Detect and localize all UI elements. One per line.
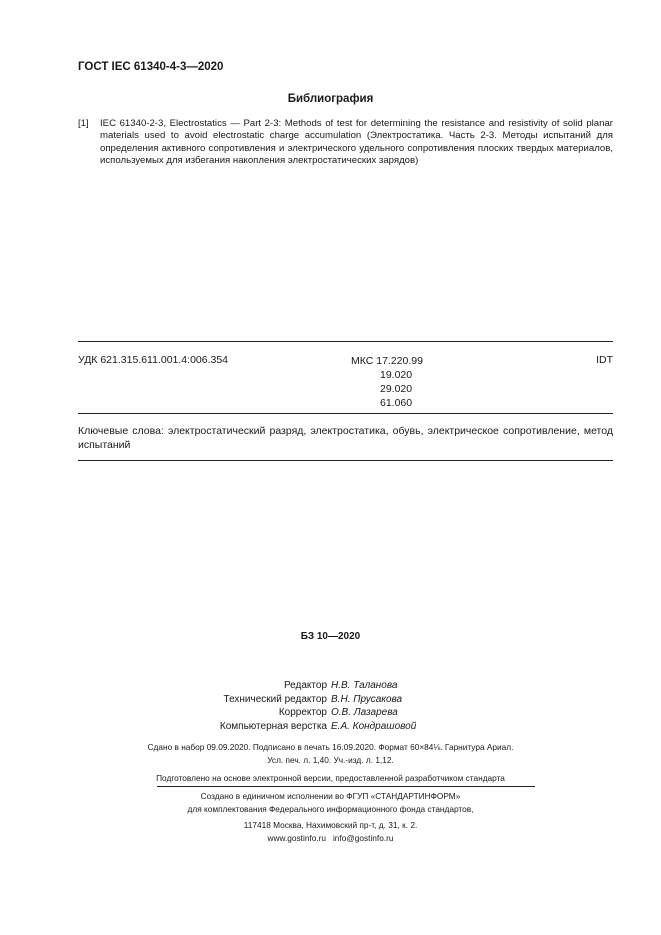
bibliography-title: Библиография [287, 93, 374, 105]
credit-role: Корректор [278, 707, 327, 719]
credit-role: Технический редактор [223, 693, 327, 705]
bibliography-entry-number: [1] [78, 118, 89, 129]
footer-line: для комплектования Федерального информационного фонда стандартов, [187, 803, 474, 814]
standard-designation: ГОСТ IEC 61340-4-3—2020 [78, 61, 224, 73]
keywords: Ключевые слова: электростатический разряд, электростатика, обувь, электрическое сопротивление, метод испытаний [78, 425, 613, 451]
publisher-footer [0, 790, 661, 844]
divider-middle [78, 413, 613, 414]
footer-address: 117418 Москва, Нахимовский пр-т, д. 31, к. 2. [243, 820, 418, 831]
credit-row [0, 706, 661, 720]
credit-name: О.В. Лазарева [331, 707, 398, 719]
bz-number: БЗ 10—2020 [300, 631, 361, 642]
credit-row [0, 679, 661, 693]
print-info-line: Сдано в набор 09.09.2020. Подписано в печать 16.09.2020. Формат 60×84⅛. Гарнитура Ариал. [147, 742, 514, 752]
mks-label: МКС 17.220.99 [351, 355, 423, 367]
print-info [0, 741, 661, 767]
credit-row [0, 693, 661, 707]
print-info-line: Усл. печ. л. 1,40. Уч.-изд. л. 1,12. [267, 755, 394, 765]
footer-line: Создано в единичном исполнении во ФГУП «СТАНДАРТИНФОРМ» [200, 791, 461, 801]
udk-code: УДК 621.315.611.001.4:006.354 [78, 354, 229, 366]
credit-name: Е.А. Кондрашовой [331, 720, 417, 732]
mks-code-list [380, 368, 423, 410]
bibliography-entry-text: IEC 61340-2-3, Electrostatics — Part 2-3: Methods of test for determining the resistance and resistivity of solid planar materials used to avoid electrostatic charge accumulation (Электростатика. Часть 2-3. Методы испытаний для определения активного сопротивления и электрического удельного сопротивления плоских твердых материалов, используемых для избегания накопления электростатических зарядов) [100, 118, 613, 167]
credit-role: Редактор [283, 680, 327, 691]
mks-code: 29.020 [380, 383, 413, 395]
credit-name: Н.В. Таланова [331, 680, 398, 691]
idt-label: IDT [596, 354, 613, 366]
bibliography-entry [78, 118, 613, 168]
prepared-note: Подготовлено на основе электронной версии, предоставленной разработчиком стандарта [156, 773, 505, 783]
divider-bottom [78, 460, 613, 461]
divider-footer [157, 786, 535, 787]
mks-codes [351, 354, 423, 410]
divider-top [78, 341, 613, 342]
credit-name: В.Н. Прусакова [331, 693, 403, 705]
credit-role: Компьютерная верстка [219, 720, 327, 732]
mks-code: 61.060 [380, 397, 413, 409]
footer-web[interactable]: www.gostinfo.ru [267, 832, 327, 843]
footer-contacts [0, 832, 661, 845]
credits-block [0, 679, 661, 733]
credit-row [0, 720, 661, 734]
footer-email[interactable]: info@gostinfo.ru [332, 832, 394, 843]
mks-code: 19.020 [380, 369, 413, 381]
